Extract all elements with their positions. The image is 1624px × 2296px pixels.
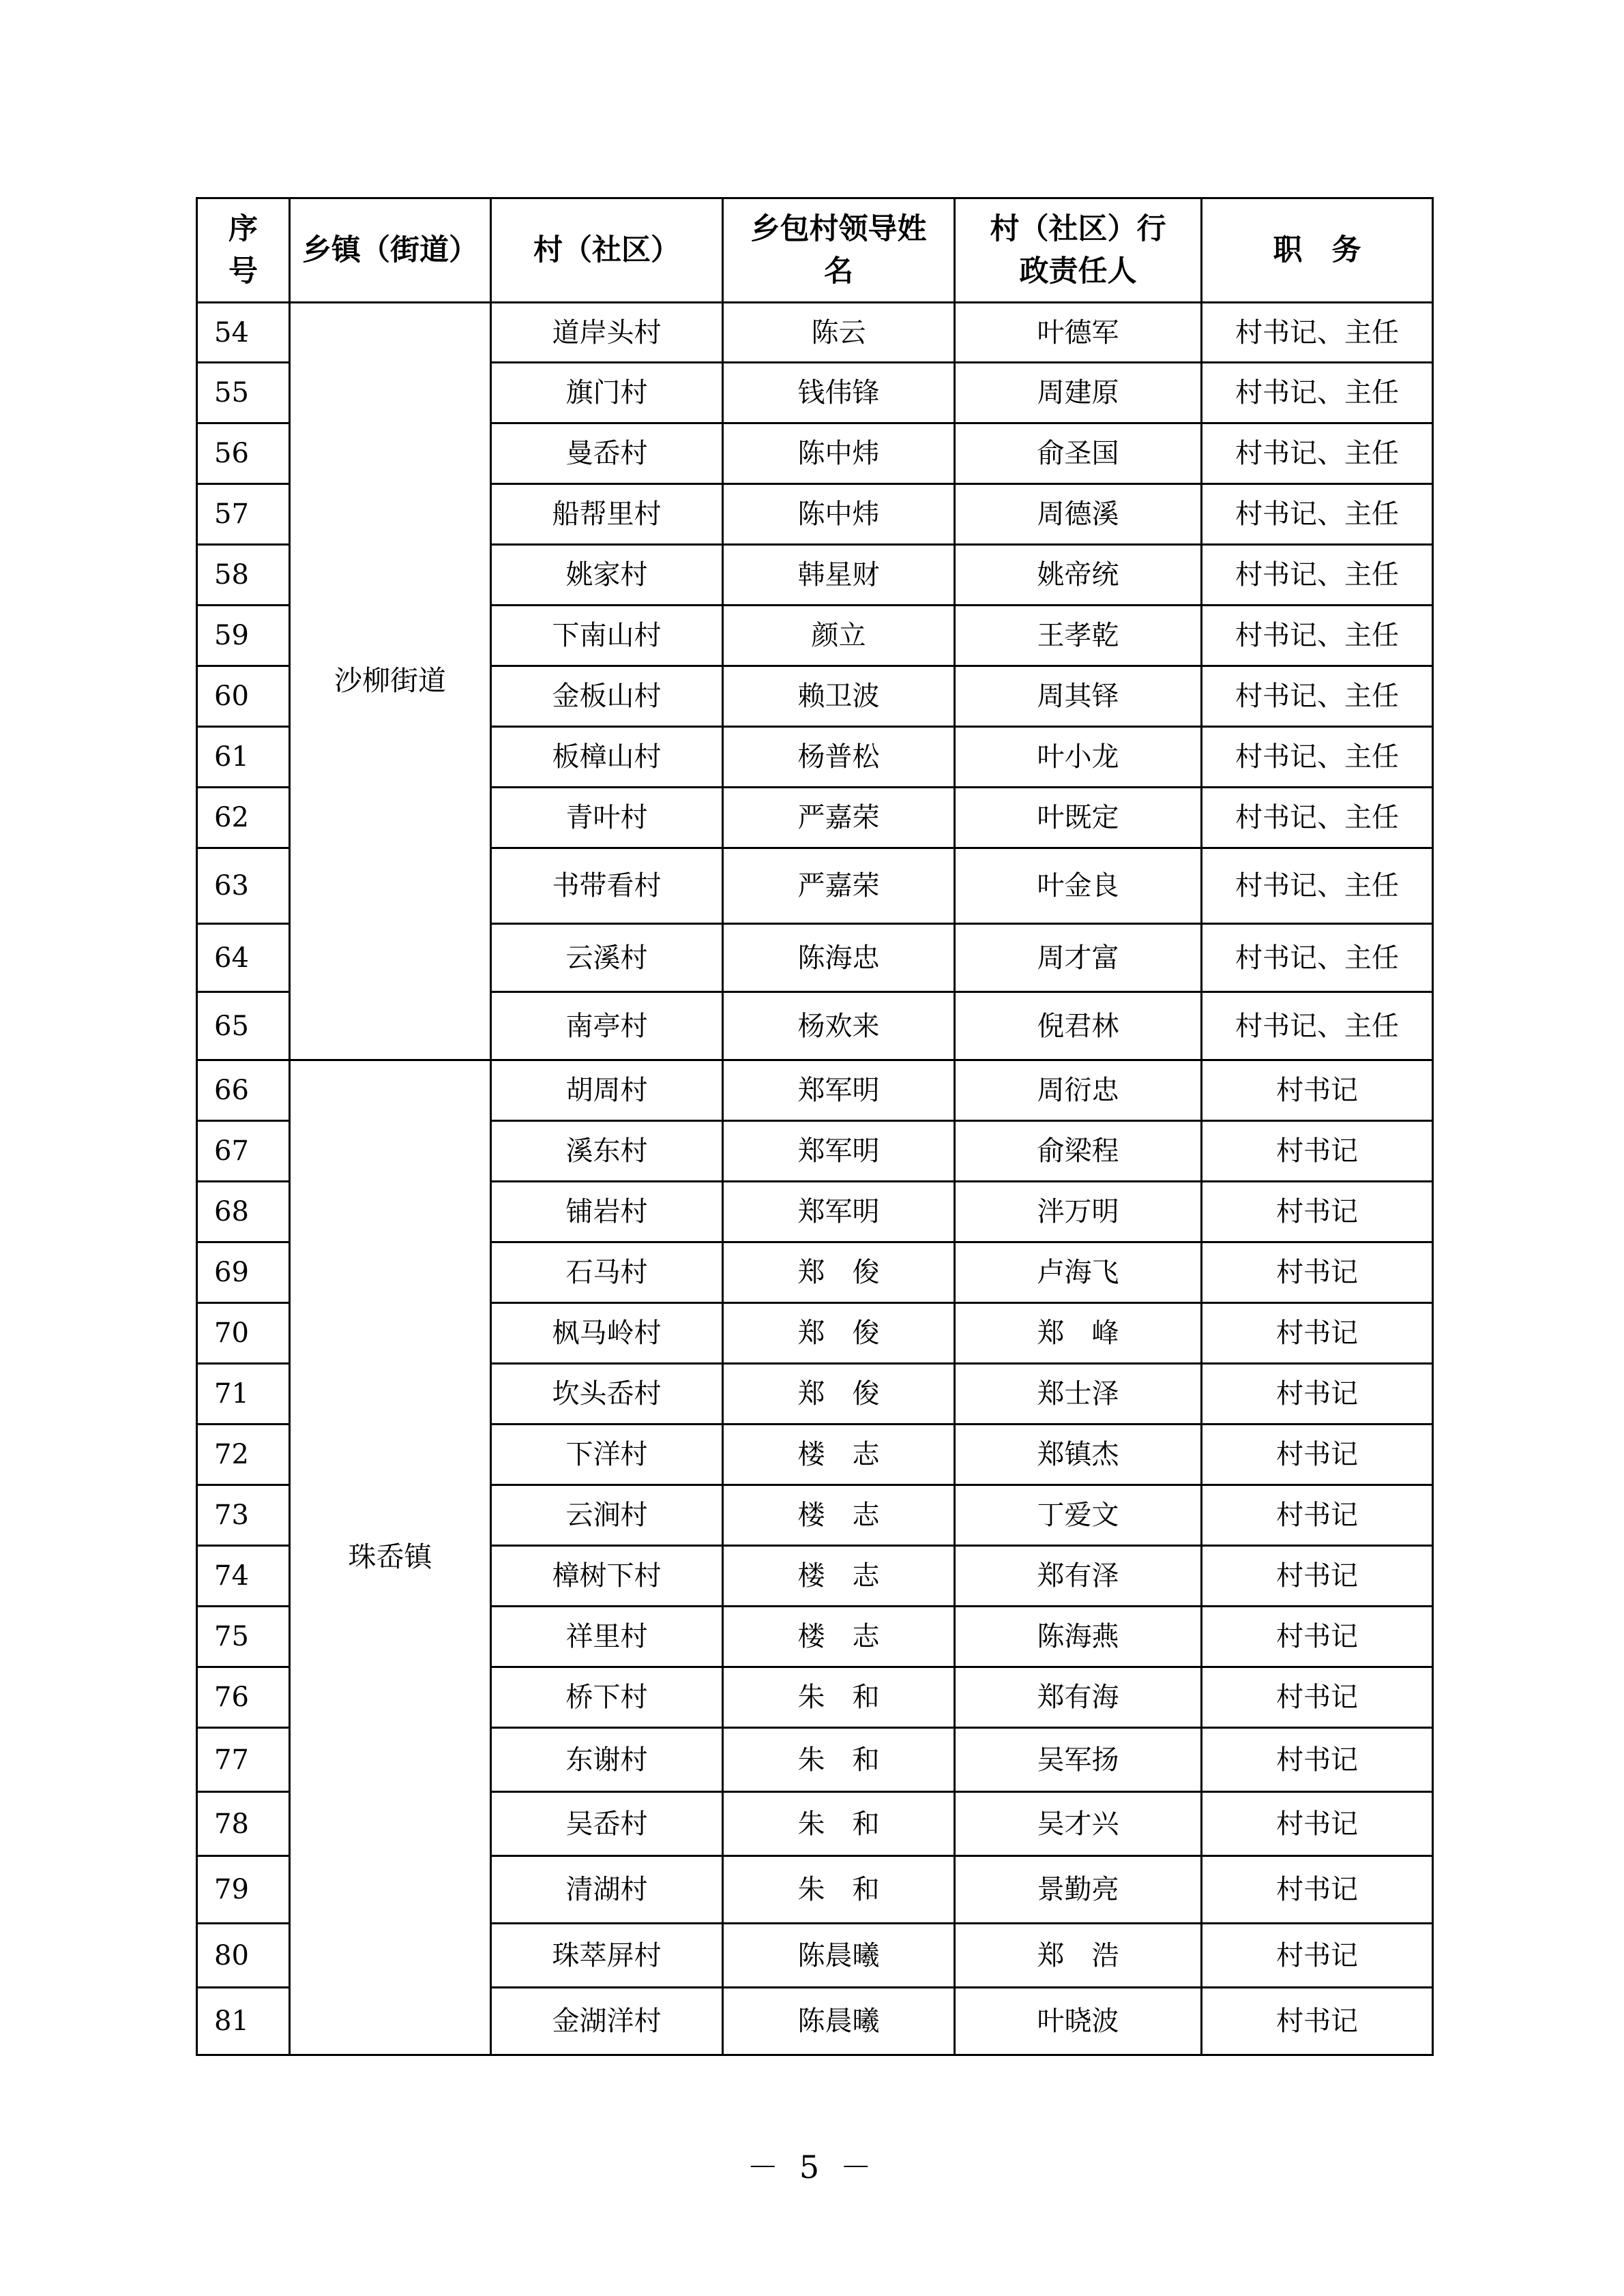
cell-responsible: 周建原 <box>955 363 1202 423</box>
cell-seq: 58 <box>197 545 290 606</box>
cell-position: 村书记、主任 <box>1202 423 1433 484</box>
header-leader-text: 乡包村领导姓名 <box>750 211 927 288</box>
cell-seq: 65 <box>197 992 290 1060</box>
cell-position: 村书记 <box>1202 1856 1433 1924</box>
cell-responsible: 郑 浩 <box>955 1924 1202 1988</box>
cell-seq: 70 <box>197 1303 290 1364</box>
cell-responsible: 叶德军 <box>955 303 1202 363</box>
cell-seq: 57 <box>197 484 290 545</box>
cell-village: 东谢村 <box>491 1728 723 1792</box>
cell-leader: 朱 和 <box>723 1667 955 1728</box>
cell-position: 村书记 <box>1202 1364 1433 1425</box>
cell-responsible: 俞圣国 <box>955 423 1202 484</box>
cell-leader: 钱伟锋 <box>723 363 955 423</box>
cell-position: 村书记、主任 <box>1202 848 1433 924</box>
cell-seq: 61 <box>197 727 290 788</box>
cell-responsible: 泮万明 <box>955 1182 1202 1242</box>
cell-position: 村书记、主任 <box>1202 992 1433 1060</box>
header-village: 村（社区） <box>491 198 723 303</box>
cell-responsible: 吴军扬 <box>955 1728 1202 1792</box>
cell-village: 清湖村 <box>491 1856 723 1924</box>
cell-responsible: 叶小龙 <box>955 727 1202 788</box>
cell-position: 村书记 <box>1202 1792 1433 1856</box>
cell-leader: 陈晨曦 <box>723 1988 955 2055</box>
header-seq-text: 序号 <box>228 211 258 288</box>
cell-leader: 韩星财 <box>723 545 955 606</box>
cell-village: 石马村 <box>491 1242 723 1303</box>
cell-leader: 郑 俊 <box>723 1242 955 1303</box>
cell-leader: 朱 和 <box>723 1728 955 1792</box>
cell-position: 村书记、主任 <box>1202 545 1433 606</box>
cell-leader: 楼 志 <box>723 1546 955 1607</box>
cell-responsible: 郑有泽 <box>955 1546 1202 1607</box>
cell-position: 村书记 <box>1202 1303 1433 1364</box>
header-seq <box>197 198 290 303</box>
cell-leader: 严嘉荣 <box>723 848 955 924</box>
header-responsible-text: 村（社区）行政责任人 <box>990 211 1166 288</box>
cell-seq: 76 <box>197 1667 290 1728</box>
cell-position: 村书记 <box>1202 1607 1433 1667</box>
cell-position: 村书记 <box>1202 1546 1433 1607</box>
cell-position: 村书记 <box>1202 1121 1433 1182</box>
cell-seq: 72 <box>197 1425 290 1485</box>
cell-responsible: 周衍忠 <box>955 1060 1202 1121</box>
cell-village: 桥下村 <box>491 1667 723 1728</box>
cell-leader: 陈中炜 <box>723 423 955 484</box>
cell-village: 南亭村 <box>491 992 723 1060</box>
cell-responsible: 叶金良 <box>955 848 1202 924</box>
cell-leader: 郑军明 <box>723 1060 955 1121</box>
cell-village: 旗门村 <box>491 363 723 423</box>
cell-village: 云涧村 <box>491 1485 723 1546</box>
cell-responsible: 俞梁程 <box>955 1121 1202 1182</box>
cell-seq: 62 <box>197 788 290 848</box>
cell-seq: 75 <box>197 1607 290 1667</box>
header-position: 职 务 <box>1202 198 1433 303</box>
cell-position: 村书记 <box>1202 1924 1433 1988</box>
cell-leader: 朱 和 <box>723 1792 955 1856</box>
cell-position: 村书记、主任 <box>1202 788 1433 848</box>
cell-village: 云溪村 <box>491 924 723 992</box>
header-responsible <box>955 198 1202 303</box>
page-number: － 5 － <box>747 2149 877 2186</box>
cell-village: 青叶村 <box>491 788 723 848</box>
cell-seq: 55 <box>197 363 290 423</box>
cell-responsible: 丁爱文 <box>955 1485 1202 1546</box>
cell-leader: 楼 志 <box>723 1425 955 1485</box>
cell-position: 村书记 <box>1202 1425 1433 1485</box>
cell-village: 祥里村 <box>491 1607 723 1667</box>
cell-position: 村书记 <box>1202 1182 1433 1242</box>
cell-village: 板樟山村 <box>491 727 723 788</box>
cell-village: 下南山村 <box>491 606 723 666</box>
cell-responsible: 王孝乾 <box>955 606 1202 666</box>
cell-seq: 60 <box>197 666 290 727</box>
cell-position: 村书记 <box>1202 1242 1433 1303</box>
cell-seq: 81 <box>197 1988 290 2055</box>
cell-village: 吴岙村 <box>491 1792 723 1856</box>
cell-seq: 80 <box>197 1924 290 1988</box>
cell-position: 村书记、主任 <box>1202 727 1433 788</box>
cell-leader: 陈云 <box>723 303 955 363</box>
table-body <box>197 303 1433 2055</box>
cell-position: 村书记 <box>1202 1060 1433 1121</box>
cell-leader: 赖卫波 <box>723 666 955 727</box>
cell-village: 枫马岭村 <box>491 1303 723 1364</box>
cell-town: 沙柳街道 <box>290 303 491 1060</box>
cell-village: 金板山村 <box>491 666 723 727</box>
cell-village: 铺岩村 <box>491 1182 723 1242</box>
cell-leader: 陈中炜 <box>723 484 955 545</box>
cell-village: 坎头岙村 <box>491 1364 723 1425</box>
cell-position: 村书记、主任 <box>1202 606 1433 666</box>
cell-leader: 楼 志 <box>723 1485 955 1546</box>
cell-responsible: 倪君林 <box>955 992 1202 1060</box>
cell-village: 溪东村 <box>491 1121 723 1182</box>
cell-position: 村书记 <box>1202 1485 1433 1546</box>
cell-seq: 54 <box>197 303 290 363</box>
cell-leader: 严嘉荣 <box>723 788 955 848</box>
cell-village: 胡周村 <box>491 1060 723 1121</box>
cell-seq: 77 <box>197 1728 290 1792</box>
cell-responsible: 郑有海 <box>955 1667 1202 1728</box>
cell-responsible: 周德溪 <box>955 484 1202 545</box>
header-town: 乡镇（街道） <box>290 198 491 303</box>
cell-village: 樟树下村 <box>491 1546 723 1607</box>
cell-seq: 64 <box>197 924 290 992</box>
cell-leader: 郑军明 <box>723 1182 955 1242</box>
cell-seq: 73 <box>197 1485 290 1546</box>
table-row <box>197 1060 1433 1121</box>
cell-village: 曼岙村 <box>491 423 723 484</box>
cell-seq: 74 <box>197 1546 290 1607</box>
cell-position: 村书记、主任 <box>1202 924 1433 992</box>
cell-village: 下洋村 <box>491 1425 723 1485</box>
cell-seq: 68 <box>197 1182 290 1242</box>
assignment-table <box>196 197 1434 2056</box>
cell-leader: 杨普松 <box>723 727 955 788</box>
cell-responsible: 郑 峰 <box>955 1303 1202 1364</box>
cell-village: 船帮里村 <box>491 484 723 545</box>
cell-seq: 67 <box>197 1121 290 1182</box>
cell-position: 村书记、主任 <box>1202 484 1433 545</box>
cell-leader: 陈海忠 <box>723 924 955 992</box>
cell-seq: 66 <box>197 1060 290 1121</box>
header-leader <box>723 198 955 303</box>
cell-village: 金湖洋村 <box>491 1988 723 2055</box>
cell-seq: 79 <box>197 1856 290 1924</box>
cell-responsible: 陈海燕 <box>955 1607 1202 1667</box>
cell-position: 村书记 <box>1202 1728 1433 1792</box>
cell-village: 书带看村 <box>491 848 723 924</box>
table-row <box>197 303 1433 363</box>
cell-leader: 郑军明 <box>723 1121 955 1182</box>
cell-village: 道岸头村 <box>491 303 723 363</box>
cell-leader: 楼 志 <box>723 1607 955 1667</box>
cell-village: 姚家村 <box>491 545 723 606</box>
cell-responsible: 叶既定 <box>955 788 1202 848</box>
cell-responsible: 周其铎 <box>955 666 1202 727</box>
cell-responsible: 姚帝统 <box>955 545 1202 606</box>
cell-seq: 59 <box>197 606 290 666</box>
cell-village: 珠萃屏村 <box>491 1924 723 1988</box>
cell-position: 村书记、主任 <box>1202 666 1433 727</box>
cell-seq: 63 <box>197 848 290 924</box>
cell-position: 村书记、主任 <box>1202 363 1433 423</box>
header-row <box>197 198 1433 303</box>
cell-responsible: 吴才兴 <box>955 1792 1202 1856</box>
cell-town: 珠岙镇 <box>290 1060 491 2055</box>
cell-leader: 杨欢来 <box>723 992 955 1060</box>
cell-responsible: 卢海飞 <box>955 1242 1202 1303</box>
cell-responsible: 景勤亮 <box>955 1856 1202 1924</box>
cell-leader: 陈晨曦 <box>723 1924 955 1988</box>
cell-position: 村书记 <box>1202 1988 1433 2055</box>
cell-responsible: 郑士泽 <box>955 1364 1202 1425</box>
cell-responsible: 郑镇杰 <box>955 1425 1202 1485</box>
cell-responsible: 周才富 <box>955 924 1202 992</box>
cell-position: 村书记、主任 <box>1202 303 1433 363</box>
cell-seq: 71 <box>197 1364 290 1425</box>
cell-seq: 78 <box>197 1792 290 1856</box>
cell-seq: 56 <box>197 423 290 484</box>
cell-leader: 颜立 <box>723 606 955 666</box>
cell-leader: 朱 和 <box>723 1856 955 1924</box>
cell-responsible: 叶晓波 <box>955 1988 1202 2055</box>
cell-seq: 69 <box>197 1242 290 1303</box>
cell-leader: 郑 俊 <box>723 1303 955 1364</box>
cell-position: 村书记 <box>1202 1667 1433 1728</box>
cell-leader: 郑 俊 <box>723 1364 955 1425</box>
